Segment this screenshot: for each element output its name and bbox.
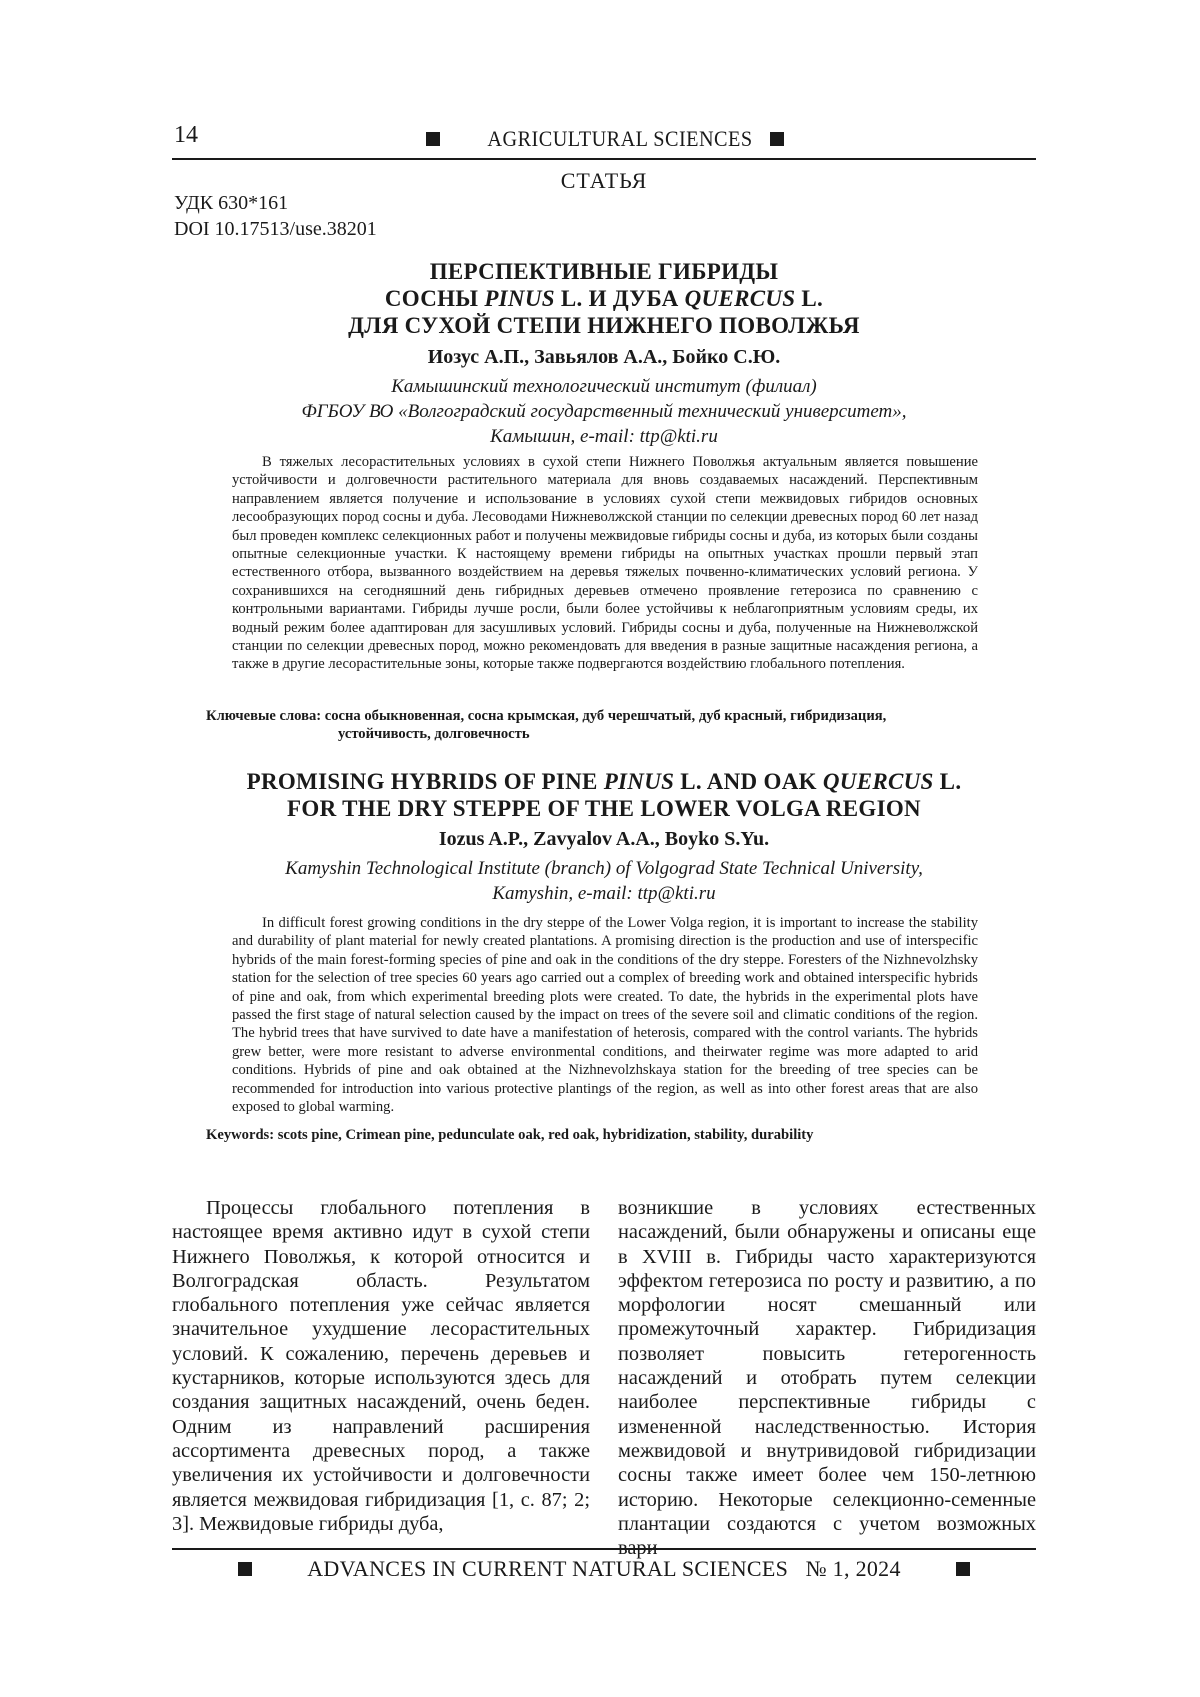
article-title-en — [172, 768, 1036, 822]
section-label: СТАТЬЯ — [560, 168, 648, 193]
title-en-line-1 — [172, 768, 1036, 795]
authors-en: Iozus A.P., Zavyalov A.A., Boyko S.Yu. — [438, 828, 770, 850]
title-ru-text: L. И ДУБА — [554, 286, 685, 311]
footer-square-right-icon — [956, 1562, 970, 1576]
title-en-genus-pinus: PINUS — [603, 769, 675, 794]
header-rule — [172, 158, 1036, 160]
page-number: 14 — [174, 122, 198, 148]
footer-rule — [172, 1548, 1036, 1550]
title-ru-line-3: ДЛЯ СУХОЙ СТЕПИ НИЖНЕГО ПОВОЛЖЬЯ — [348, 313, 860, 338]
doi: DOI 10.17513/use.38201 — [174, 218, 377, 240]
keywords-en: Keywords: scots pine, Crimean pine, pedunculate oak, red oak, hybridization, stability, durability — [206, 1127, 814, 1143]
title-en-line-2: FOR THE DRY STEPPE OF THE LOWER VOLGA REGION — [287, 796, 921, 821]
footer-journal-name: ADVANCES IN CURRENT NATURAL SCIENCES — [307, 1556, 789, 1581]
affiliation-en-line-2: Kamyshin, e-mail: ttp@kti.ru — [492, 883, 716, 904]
keywords-ru — [206, 707, 986, 744]
affiliation-ru-line-3: Камышин, e-mail: ttp@kti.ru — [490, 426, 718, 447]
affiliation-ru-line-1: Камышинский технологический институт (филиал) — [391, 376, 817, 397]
title-en-text: L. — [933, 769, 962, 794]
article-title-ru — [172, 258, 1036, 339]
affiliation-en-line-1: Kamyshin Technological Institute (branch) of Volgograd State Technical University, — [285, 858, 923, 879]
affiliation-ru-line-2: ФГБОУ ВО «Волгоградский государственный технический университет», — [301, 401, 907, 422]
title-en-genus-quercus: QUERCUS — [822, 769, 934, 794]
title-ru-genus-quercus: QUERCUS — [684, 286, 796, 311]
footer-issue: № 1, 2024 — [805, 1556, 901, 1581]
affiliation-en — [172, 856, 1036, 906]
running-head: AGRICULTURAL SCIENCES — [487, 126, 753, 151]
authors-ru: Иозус А.П., Завьялов А.А., Бойко С.Ю. — [427, 346, 781, 368]
body-column-left: Процессы глобального потепления в настоящее время активно идут в сухой степи Нижнего Поволжья, к которой относится и Волгоградская область. Результатом глобального потепления уже сейчас является значительное ухудшение лесорастительных условий. К сожалению, перечень деревьев и кустарников, которые используются здесь для создания защитных насаждений, очень беден. Одним из направлений расширения ассортимента древесных пород, а также увеличения их устойчивости и долговечности является межвидовая гибридизация [1, с. 87; 2; 3]. Межвидовые гибриды дуба, — [172, 1197, 590, 1535]
abstract-en: In difficult forest growing conditions in the dry steppe of the Lower Volga region, it is important to increase the stability and durability of plant material for newly created plantations. A promising direction is the production and use of interspecific hybrids of the main forest-forming species of pine and oak in the conditions of the dry steppe. Foresters of the Nizhnevolzhsky station for the selection of tree species 60 years ago carried out a complex of breeding work and obtained interspecific hybrids of pine and oak, from which experimental breeding plots were created. To date, the hybrids in the experimental plots have passed the first stage of natural selection caused by the impact on trees of the severe soil and climatic conditions of the region. The hybrid trees that have survived to date have a manifestation of heterosis, compared with the control variants. The hybrids grew better, were more resistant to adverse environmental conditions, and theirwater regime was more adapted to arid conditions. Hybrids of pine and oak obtained at the Nizhnevolzhskaya station for the breeding of tree species can be recommended for introduction into various protective plantings of the region, as well as into other forest areas that are also exposed to global warming. — [232, 915, 978, 1116]
title-en-text: L. AND OAK — [674, 769, 823, 794]
keywords-ru-line-2: устойчивость, долговечность — [338, 726, 530, 743]
affiliation-ru — [172, 374, 1036, 449]
title-ru-line-1: ПЕРСПЕКТИВНЫЕ ГИБРИДЫ — [429, 259, 779, 284]
udc-code: УДК 630*161 — [174, 192, 289, 214]
header-square-right-icon — [770, 132, 784, 146]
title-ru-line-2 — [172, 285, 1036, 312]
title-ru-text: L. — [795, 286, 824, 311]
body-column-right: возникшие в условиях естественных насаждений, были обнаружены и описаны еще в XVIII в. Гибриды часто характеризуются эффектом гетерозиса по росту и развитию, а по морфологии носят смешанный или промежуточный характер. Гибридизация позволяет повысить гетерогенность насаждений и отобрать путем селекции наиболее перспективные гибриды с измененной наследственностью. История межвидовой и внутривидовой гибридизации сосны также имеет более чем 150-летнюю историю. Некоторые селекционно-семенные плантации создаются с учетом возможных вари- — [618, 1197, 1036, 1560]
footer-journal-line — [234, 1556, 974, 1582]
title-ru-text: СОСНЫ — [384, 286, 485, 311]
keywords-ru-line-1: Ключевые слова: сосна обыкновенная, сосна крымская, дуб черешчатый, дуб красный, гибридизация, — [206, 708, 887, 724]
abstract-ru: В тяжелых лесорастительных условиях в сухой степи Нижнего Поволжья актуальным является повышение устойчивости и долговечности растительного материала для вновь создаваемых насаждений. Перспективным направлением является получение и использование в условиях сухой степи межвидовых гибридов основных лесообразующих пород сосны и дуба. Лесоводами Нижневолжской станции по селекции древесных пород 60 лет назад был проведен комплекс селекционных работ и получены межвидовые гибриды сосны и дуба, из которых были созданы опытные селекционные участки. К настоящему времени гибриды на опытных участках прошли первый этап естественного отбора, вызванного воздействием на деревья тяжелых почвенно-климатических условий региона. У сохранившихся на сегодняшний день гибридных деревьев отмечено проявление гетерозиса по сравнению с контрольными вариантами. Гибриды лучше росли, были более устойчивы к неблагоприятным условиям среды, их водный режим более адаптирован для засушливых условий. Гибриды сосны и дуба, полученные на Нижневолжской станции по селекции древесных пород, можно рекомендовать для введения в разные защитные насаждения региона, а также в другие лесорастительные зоны, которые также подвергаются воздействию глобального потепления. — [232, 454, 978, 673]
title-ru-genus-pinus: PINUS — [484, 286, 555, 311]
title-en-text: PROMISING HYBRIDS OF PINE — [246, 769, 604, 794]
